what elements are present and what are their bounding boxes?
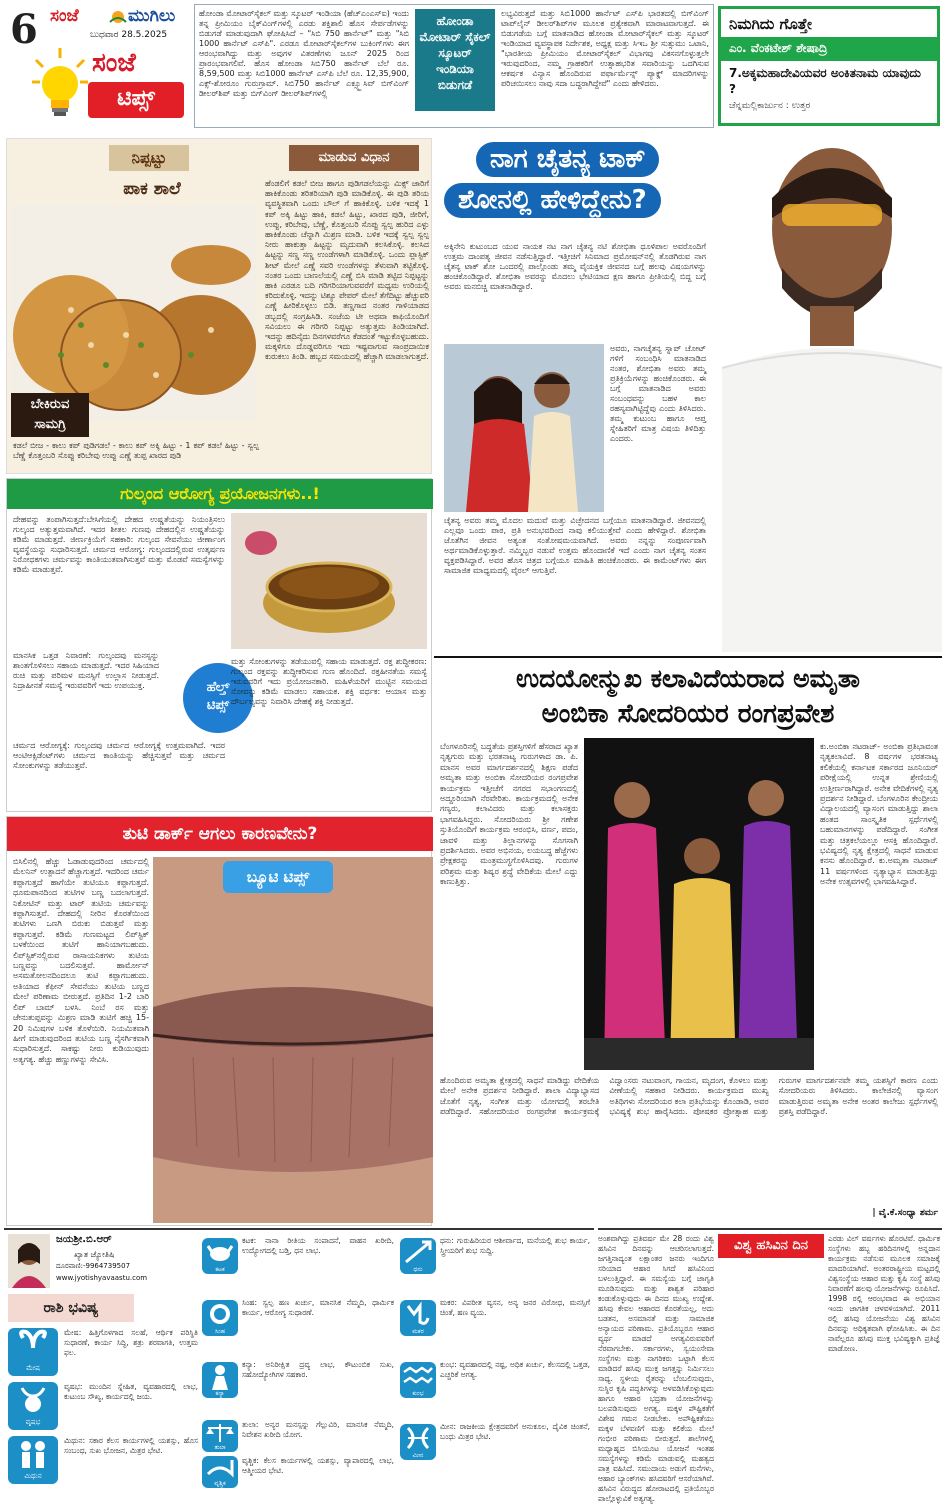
capricorn-icon <box>400 1300 436 1336</box>
dance-headline-line2: ಅಂಬಿಕಾ ಸೋದರಿಯರ ರಂಗಪ್ರವೇಶ <box>541 699 835 729</box>
pisces-icon <box>400 1424 436 1460</box>
pisces-label: ಮೀನ <box>412 1452 424 1459</box>
sign-aquarius <box>400 1358 592 1418</box>
lips-title: ತುಟಿ ಡಾರ್ಕ್ ಆಗಲು ಕಾರಣವೇನು? <box>7 817 433 851</box>
hunger-body-mid <box>718 1262 824 1488</box>
aquarius-icon <box>400 1362 436 1398</box>
sagittarius-text: ಧನು: ಗುರುಹಿರಿಯರ ಆಶೀರ್ವಾದ, ಮನೆಯಲ್ಲಿ ಶುಭ ಕಾರ್ಯ, ಸ್ತ್ರೀಯರಿಗೆ ಶುಭ ಸುದ್ದಿ. <box>440 1236 590 1255</box>
dance-section <box>434 656 942 1226</box>
gulkand-title: ಗುಲ್ಕಂದ ಆರೋಗ್ಯ ಪ್ರಯೋಜನಗಳು..! <box>7 479 433 509</box>
astrologer-name: ಜಯಶ್ರೀ.ಬಿ.ಆರ್ <box>56 1234 112 1245</box>
gulkand-section <box>6 478 432 812</box>
astrologer-title: ಖ್ಯಾತ ಜ್ಯೋತಿಷಿ <box>74 1250 115 1259</box>
naga-section <box>434 138 942 652</box>
recipe-tab-method: ಮಾಡುವ ವಿಧಾನ <box>289 145 419 171</box>
sagittarius-label: ಧನು <box>413 1266 423 1273</box>
recipe-tab-ingredients: ನಿಪ್ಪಟ್ಟು <box>109 145 189 171</box>
scorpio-text: ವೃಶ್ಚಿಕ: ಕೆಲಸ ಕಾರ್ಯಗಳಲ್ಲಿ ಯಶಸ್ಸು, ವ್ಯಾಪಾರದಲ್ಲಿ ಲಾಭ, ಆತ್ಮೀಯರ ಭೇಟಿ. <box>242 1456 394 1475</box>
dancers-photo <box>584 738 814 1070</box>
virgo-icon <box>202 1362 238 1398</box>
capricorn-text: ಮಕರ: ವಿಪರೀತ ವ್ಯಸನ, ಅನ್ಯ ಜನರ ವಿರೋಧ, ಮನಸ್ಸಿಗೆ ಚಿಂತೆ, ಹಣ ವ್ಯಯ. <box>440 1298 590 1317</box>
naga-body-side: ಅವರು, ನಾಗಚೈತನ್ಯ ಸ್ನಾಪ್ ಚೋಟ್ ಗಳಿಗೆ ಸಂಬಂಧಿಸಿ ಮಾತನಾಡಿದ ನಂತರ, ಶೋಭಿತಾ ಅವರು ತಮ್ಮ ಪ್ರತಿಕ್ರಿಯೆಗಳನ್ನು ಹಂಚಿಕೊಂಡರು. ಈ ಬಗ್ಗೆ ಮಾತನಾಡಿದ ಅವರು ಸಂಬಂಧವನ್ನು ಬಹಳ ಕಾಲ ರಹಸ್ಯವಾಗಿಟ್ಟಿದ್ದೆವು ಎಂದು ತಿಳಿಸಿದರು. ತಮ್ಮ ಕುಟುಂಬ ಹಾಗೂ ಆಪ್ತ ಸ್ನೇಹಿತರಿಗೆ ಮಾತ್ರ ವಿಷಯ ತಿಳಿದಿತ್ತು ಎಂದರು. <box>610 344 706 443</box>
dance-col1: ಬೆಂಗಳೂರಿನಲ್ಲಿ ಬದ್ಧತೆಯ ಪ್ರಶಸ್ತಿಗಳಿಗೆ ಹೆಸರಾದ ಖ್ಯಾತ ನೃತ್ಯಗುರು ಮತ್ತು ಭರತನಾಟ್ಯ ಗುರುಗಳಾದ ಡಾ. ಪಿ. ಮಾನಸ ಅವರ ಮಾರ್ಗದರ್ಶನದಲ್ಲಿ ಶಿಕ್ಷಣ ಪಡೆದ ಅಮೃತಾ ಮತ್ತು ಅಂಬಿಕಾ ಸೋದರಿಯರ ರಂಗಪ್ರವೇಶ ಕಾರ್ಯಕ್ರಮ ಇತ್ತೀಚೆಗೆ ನಗರದ ಸಭಾಂಗಣದಲ್ಲಿ ಅದ್ದೂರಿಯಾಗಿ ನೆರವೇರಿತು. ಕಾರ್ಯಕ್ರಮದಲ್ಲಿ ಅನೇಕ ಗಣ್ಯರು, ಕಲಾವಿದರು ಮತ್ತು ಕಲಾಸಕ್ತರು ಭಾಗವಹಿಸಿದ್ದರು. ಸೋದರಿಯರು ಶ್ರೀ ಗಣೇಶ ಸ್ತುತಿಯೊಂದಿಗೆ ಕಾರ್ಯಕ್ರಮ ಆರಂಭಿಸಿ, ವರ್ಣ, ಪದಂ, ಜಾವಳಿ ಮತ್ತು ತಿಲ್ಲಾನಗಳನ್ನು ಸೊಗಸಾಗಿ ಪ್ರದರ್ಶಿಸಿದರು. ಅವರ ಅಭಿನಯ, ಲಯಬದ್ಧ ಹೆಜ್ಜೆಗಳು ಪ್ರೇಕ್ಷಕರನ್ನು ಮಂತ್ರಮುಗ್ಧಗೊಳಿಸಿದವು. ಗುರುಗಳ ಪರಿಶ್ರಮ ಮತ್ತು ಶಿಷ್ಯರ ಶ್ರದ್ಧೆ ವೇದಿಕೆಯ ಮೇಲೆ ಎದ್ದು ಕಾಣುತ್ತಿತ್ತು. <box>440 742 578 887</box>
ingredients-label-line2: ಸಾಮಗ್ರಿ <box>34 417 66 432</box>
sign-virgo <box>202 1358 396 1418</box>
recipe-photo <box>11 205 257 421</box>
method-text: ಹೆಂಡಲಿಗೆ ಕಡಲೆ ಬೀಜ ಹಾಗೂ ಪುಡಿಗಡಲೆಯನ್ನು ಮಿಕ್ಸ್ ಜಾರಿಗೆ ಹಾಕಿಕೊಂಡು ತರಿತರಿಯಾಗಿ ಪುಡಿ ಮಾಡಿಕೊಳ್ಳಿ. ಈ ಪುಡಿ ತರಿಯ ವ್ಯವಸ್ಥಿತವಾಗಿ ಒಂದು ಬೌಲ್ ಗೆ ಹಾಕಿಕೊಳ್ಳಿ. ಬಳಿಕ ಇದಕ್ಕೆ 1 ಕಪ್ ಅಕ್ಕಿ ಹಿಟ್ಟು ಹಾಕಿ, ಕಡಲೆ ಹಿಟ್ಟು, ಖಾರದ ಪುಡಿ, ಜೀರಿಗೆ, ಉಪ್ಪು, ಕರಿಬೇವು, ಬೆಣ್ಣೆ, ಕೊತ್ತಂಬರಿ ಸೊಪ್ಪು ಸ್ವಲ್ಪ ಹುರಿದ ಎಳ್ಳು ಹಾಕಿಕೊಂಡು ಚೆನ್ನಾಗಿ ಮಿಶ್ರಣ ಮಾಡಿ. ಬಳಿಕ ಇದಕ್ಕೆ ಸ್ವಲ್ಪ ಸ್ವಲ್ಪ ನೀರು ಹಾಕುತ್ತಾ ಹಿಟ್ಟನ್ನು ಮೃದುವಾಗಿ ಕಲಸಿಕೊಳ್ಳಿ. ಕಲಸಿದ ಹಿಟ್ಟನ್ನು ಸಣ್ಣ ಸಣ್ಣ ಉಂಡೆಗಳಾಗಿ ಮಾಡಿಕೊಳ್ಳಿ. ಒಂದು ಪ್ಲಾಸ್ಟಿಕ್ ಶೀಟ್ ಮೇಲೆ ಎಣ್ಣೆ ಸವರಿ ಉಂಡೆಗಳನ್ನು ತೆಳುವಾಗಿ ತಟ್ಟಿಕೊಳ್ಳಿ. ನಂತರ ಒಂದು ಬಾಣಲೆಯಲ್ಲಿ ಎಣ್ಣೆ ಬಿಸಿ ಮಾಡಿ ತಟ್ಟಿದ ನಿಪ್ಪಟ್ಟನ್ನು ಹಾಕಿ ಎರಡೂ ಬದಿ ಗರಿಗರಿಯಾಗುವವರೆಗೆ ಮಧ್ಯಮ ಉರಿಯಲ್ಲಿ ಕರಿದುಕೊಳ್ಳಿ. ಇದನ್ನು ಟಿಶ್ಯೂ ಪೇಪರ್ ಮೇಲೆ ತೆಗೆದಿಟ್ಟು ಹೆಚ್ಚುವರಿ ಎಣ್ಣೆ ಹೀರಿಕೊಳ್ಳಲು ಬಿಡಿ. ತಣ್ಣಗಾದ ನಂತರ ಗಾಳಿಯಾಡದ ಡಬ್ಬದಲ್ಲಿ ಸಂಗ್ರಹಿಸಿಡಿ. ಸಂಜೆಯ ಟೀ ಅಥವಾ ಕಾಫಿಯೊಂದಿಗೆ ಸವಿಯಲು ಈ ಗರಿಗರಿ ನಿಪ್ಪಟ್ಟು ಅತ್ಯುತ್ತಮ ತಿಂಡಿಯಾಗಿದೆ. ಇದನ್ನು ಹದಿನೈದು ದಿನಗಳವರೆಗೂ ಕೆಡದಂತೆ ಇಟ್ಟುಕೊಳ್ಳಬಹುದು. ಮಕ್ಕಳಿಗೂ ದೊಡ್ಡವರಿಗೂ ಇದು ಇಷ್ಟವಾಗುವ ಸಾಂಪ್ರದಾಯಿಕ ಕುರುಕಲು ತಿಂಡಿ. ಹಬ್ಬದ ಸಮಯದಲ್ಲಿ ಹೆಚ್ಚಾಗಿ ಮಾಡಲಾಗುತ್ತದೆ. <box>265 179 429 362</box>
leo-text: ಸಿಂಹ: ಸ್ವಲ್ಪ ಹಣ ಖರ್ಚು, ಮಾನಸಿಕ ನೆಮ್ಮದಿ, ಧಾರ್ಮಿಕ ಕಾರ್ಯ, ಆರೋಗ್ಯ ಸುಧಾರಣೆ. <box>242 1298 394 1317</box>
libra-label: ತುಲಾ <box>214 1444 226 1451</box>
naga-body-top: ಅಕ್ಕಿನೇನಿ ಕುಟುಂಬದ ಯುವ ನಾಯಕ ನಟ ನಾಗ ಚೈತನ್ಯ ನಟಿ ಶೋಭಿತಾ ಧೂಳಿಪಾಲ ಅವರೊಂದಿಗೆ ಉತ್ತಮ ದಾಂಪತ್ಯ ಜೀವನ ನಡೆಸುತ್ತಿದ್ದಾರೆ. ಇತ್ತೀಚಿಗೆ ಸಿನಿಮಾದ ಪ್ರಮೋಷನ್‌ನಲ್ಲಿ ತೊಡಗಿರುವ ನಾಗ ಚೈತನ್ಯ ಟಾಕ್ ಶೋ ಒಂದರಲ್ಲಿ ಪಾಲ್ಗೊಂಡು ತಮ್ಮ ವೈಯಕ್ತಿಕ ಜೀವನದ ಬಗ್ಗೆ ಹಲವು ವಿಷಯಗಳನ್ನು ಹಂಚಿಕೊಂಡಿದ್ದಾರೆ. ಶೋಭಿತಾ ಅವರನ್ನು ಮೊದಲು ಭೇಟಿಯಾದ ಕ್ಷಣ ಹಾಗೂ ಪ್ರೀತಿಯಲ್ಲಿ ಬಿದ್ದ ಬಗ್ಗೆ ಅವರು ಮನಬಿಚ್ಚಿ ಮಾತನಾಡಿದ್ದಾರೆ. <box>444 242 706 291</box>
lips-section <box>6 816 432 1226</box>
section-title-sanje: ಸಂಜೆ <box>92 48 136 78</box>
lips-photo <box>153 857 433 1223</box>
quiz-header: ನಿಮಗಿದು ಗೊತ್ತೇ <box>721 9 937 37</box>
sign-libra <box>202 1420 396 1454</box>
couple-photo <box>444 344 604 512</box>
section-title-tips: ಟಿಪ್ಸ್ <box>88 82 184 118</box>
dance-headline-line1: ಉದಯೋನ್ಮುಖ ಕಲಾವಿದೆಯರಾದ ಅಮೃತಾ <box>516 664 860 693</box>
leo-label: ಸಿಂಹ <box>214 1328 225 1335</box>
horoscope-section <box>4 1228 594 1488</box>
honda-article <box>194 4 714 128</box>
capricorn-label: ಮಕರ <box>412 1328 424 1335</box>
cancer-icon <box>202 1238 238 1274</box>
sign-sagittarius <box>400 1234 592 1294</box>
recipe-section <box>6 138 432 474</box>
recipe-kitchen-label: ಪಾಕ ಶಾಲೆ <box>123 179 181 199</box>
brand-right: ಮುಗಿಲು <box>128 6 176 26</box>
dance-col3: ಹೊಂದಿರುವ ಅಮೃತಾ ಕ್ಷೇತ್ರದಲ್ಲಿ ಸಾಧನೆ ಮಾಡಿದ್ದು ವೇದಿಕೆಯ ಮೇಲೆ ಅನೇಕ ಪ್ರದರ್ಶನ ನೀಡಿದ್ದಾರೆ. ಶಾಲಾ ವಿದ್ಯಾಭ್ಯಾಸದ ಜೊತೆಗೆ ನೃತ್ಯ, ಸಂಗೀತ ಮತ್ತು ಯೋಗದಲ್ಲಿ ತರಬೇತಿ ಪಡೆದಿದ್ದಾರೆ. ಸಹೋದರಿಯರ ರಂಗಪ್ರವೇಶ ಕಾರ್ಯಕ್ರಮಕ್ಕೆ ವಿದ್ವಾಂಸರು ನಟುವಾಂಗ, ಗಾಯನ, ಮೃದಂಗ, ಕೊಳಲು ಮತ್ತು ವೀಣೆಯಲ್ಲಿ ಸಹಕಾರ ನೀಡಿದರು. ಕಾರ್ಯಕ್ರಮದ ಮುಖ್ಯ ಅತಿಥಿಗಳು ಸೋದರಿಯರ ಕಲಾ ಪ್ರತಿಭೆಯನ್ನು ಕೊಂಡಾಡಿ, ಅವರ ಭವಿಷ್ಯಕ್ಕೆ ಶುಭ ಹಾರೈಸಿದರು. ಪೋಷಕರ ಪ್ರೋತ್ಸಾಹ ಮತ್ತು ಗುರುಗಳ ಮಾರ್ಗದರ್ಶನವೇ ತಮ್ಮ ಯಶಸ್ಸಿಗೆ ಕಾರಣ ಎಂದು ಸೋದರಿಯರು ತಿಳಿಸಿದರು. ಕಾಲೇಜಿನಲ್ಲಿ ವ್ಯಾಸಂಗ ಮಾಡುತ್ತಿರುವ ಅಮೃತಾ ಅನೇಕ ಅಂತರ ಕಾಲೇಜು ಸ್ಪರ್ಧೆಗಳಲ್ಲಿ ಪ್ರಶಸ್ತಿ ಪಡೆದಿದ್ದಾರೆ. <box>440 1076 938 1117</box>
sagittarius-icon <box>400 1238 436 1274</box>
gemini-label: ಮಿಥುನ <box>24 1472 42 1480</box>
dance-col2: ಕು.ಅಂಬಿಕಾ ನಟರಾಜ್- ಅಂಬಿಕಾ ಪ್ರತಿಭಾವಂತ ನೃತ್ಯಕಲಾವಿದೆ. 8 ವರ್ಷಗಳ ಭರತನಾಟ್ಯ ಕಲಿಕೆಯಲ್ಲಿ ಕರ್ನಾಟಕ ಸರ್ಕಾರದ ಜೂನಿಯರ್ ಪರೀಕ್ಷೆಯಲ್ಲಿ ಉನ್ನತ ಶ್ರೇಣಿಯಲ್ಲಿ ಉತ್ತೀರ್ಣರಾಗಿದ್ದಾರೆ. ಅನೇಕ ವೇದಿಕೆಗಳಲ್ಲಿ ನೃತ್ಯ ಪ್ರದರ್ಶನ ನೀಡಿದ್ದಾರೆ. ಬೆಂಗಳೂರಿನ ಕೇಂದ್ರೀಯ ವಿದ್ಯಾಲಯದಲ್ಲಿ ವ್ಯಾಸಂಗ ಮಾಡುತ್ತಿದ್ದು ಶಾಲಾ ಹಂತದ ಸಾಂಸ್ಕೃತಿಕ ಸ್ಪರ್ಧೆಗಳಲ್ಲಿ ಬಹುಮಾನಗಳನ್ನು ಪಡೆದಿದ್ದಾರೆ. ಸಂಗೀತ ಮತ್ತು ಚಿತ್ರಕಲೆಯಲ್ಲೂ ಆಸಕ್ತಿ ಹೊಂದಿದ್ದಾರೆ. ಭವಿಷ್ಯದಲ್ಲಿ ನೃತ್ಯ ಕ್ಷೇತ್ರದಲ್ಲಿ ಸಾಧನೆ ಮಾಡುವ ಕನಸು ಹೊಂದಿದ್ದಾರೆ. ಕು.ಅಮೃತಾ ನಟರಾಜ್ 11 ವರ್ಷಗಳಿಂದ ನೃತ್ಯಾಭ್ಯಾಸ ಮಾಡುತ್ತಿದ್ದು ಅನೇಕ ಉತ್ಸವಗಳಲ್ಲಿ ಭಾಗವಹಿಸಿದ್ದಾರೆ. <box>820 742 938 887</box>
gulkand-photo <box>231 513 427 649</box>
ingredients-text: ಕಡಲೆ ಬೀಜ - ಕಾಲು ಕಪ್ ಪುಡಿಗಡಲೆ - ಕಾಲು ಕಪ್ ಅಕ್ಕಿ ಹಿಟ್ಟು - 1 ಕಪ್ ಕಡಲೆ ಹಿಟ್ಟು - ಸ್ವಲ್ಪ ಬೆಣ್ಣೆ ಕೊತ್ತಂಬರಿ ಸೊಪ್ಪು ಕರಿಬೇವು ಉಪ್ಪು ಎಣ್ಣೆ ತುಪ್ಪ ಖಾರದ ಪುಡಿ <box>13 441 259 460</box>
ingredients-label-line1: ಬೇಕಿರುವ <box>30 397 70 412</box>
ingredients-label <box>11 393 89 437</box>
sign-aries <box>8 1326 198 1378</box>
astrologer-photo <box>8 1234 50 1288</box>
health-tips-badge-line1: ಹೆಲ್ತ್ <box>206 680 230 695</box>
astrologer-phone: ದೂರವಾಣಿ:-9964739507 <box>56 1262 131 1270</box>
scorpio-label: ವೃಶ್ಚಿಕ <box>214 1480 226 1487</box>
dance-headline <box>438 662 938 736</box>
sun-logo-icon <box>108 6 128 24</box>
lips-body: ಬಿಸಿಲಿನಲ್ಲಿ ಹೆಚ್ಚು ಓಡಾಡುವುದರಿಂದ ಚರ್ಮದಲ್ಲಿ ಮೆಲನಿನ್ ಉತ್ಪಾದನೆ ಹೆಚ್ಚಾಗುತ್ತದೆ. ಇದರಿಂದ ಚರ್ಮ ಕಪ್ಪಾಗುತ್ತದೆ ಹಾಗೆಯೇ ತುಟಿಯೂ ಕಪ್ಪಾಗುತ್ತದೆ. ಧೂಮಪಾನದಿಂದ ತುಟಿಗಳ ಬಣ್ಣ ಬದಲಾಗುತ್ತದೆ. ನಿಕೋಟಿನ್ ಮತ್ತು ಟಾರ್ ತುಟಿಯ ಚರ್ಮವನ್ನು ಕಪ್ಪಾಗಿಸುತ್ತವೆ. ದೇಹದಲ್ಲಿ ನೀರಿನ ಕೊರತೆಯಿಂದ ತುಟಿಗಳು ಒಣಗಿ ಬಿರುಕು ಬಿಡುತ್ತವೆ ಮತ್ತು ಕಪ್ಪಾಗುತ್ತವೆ. ಕಡಿಮೆ ಗುಣಮಟ್ಟದ ಲಿಪ್‌ಸ್ಟಿಕ್ ಬಳಕೆಯಿಂದ ತುಟಿಗೆ ಹಾನಿಯಾಗಬಹುದು. ಲಿಪ್‌ಸ್ಟಿಕ್‌ನಲ್ಲಿರುವ ರಾಸಾಯನಿಕಗಳು ತುಟಿಯ ಬಣ್ಣವನ್ನು ಬದಲಿಸುತ್ತವೆ. ಹಾರ್ಮೋನ್ ಅಸಮತೋಲನದಿಂದಲೂ ತುಟಿ ಕಪ್ಪಾಗಬಹುದು. ಅತಿಯಾದ ಕೆಫೀನ್ ಸೇವನೆಯು ತುಟಿಯ ಬಣ್ಣದ ಮೇಲೆ ಪರಿಣಾಮ ಬೀರುತ್ತದೆ. ಪ್ರತಿದಿನ 1-2 ಬಾರಿ ಲಿಪ್ ಬಾಮ್ ಬಳಸಿ. ನಿಂಬೆ ರಸ ಮತ್ತು ಜೇನುತುಪ್ಪವನ್ನು ಮಿಶ್ರಣ ಮಾಡಿ ತುಟಿಗೆ ಹಚ್ಚಿ 15-20 ನಿಮಿಷಗಳ ಬಳಿಕ ತೊಳೆಯಿರಿ. ನಿಯಮಿತವಾಗಿ ಹೀಗೆ ಮಾಡುವುದರಿಂದ ತುಟಿಯ ಬಣ್ಣ ನೈಸರ್ಗಿಕವಾಗಿ ಸುಧಾರಿಸುತ್ತದೆ. ಸಾಕಷ್ಟು ನೀರು ಕುಡಿಯುವುದು ಅತ್ಯಗತ್ಯ. ಹೆಚ್ಚು ಹಣ್ಣುಗಳನ್ನು ಸೇವಿಸಿ. <box>13 857 149 1064</box>
bulb-icon <box>30 46 90 124</box>
health-tips-badge-line2: ಟಿಪ್ಸ್ <box>206 698 230 713</box>
astrologer-website: www.jyotishyavaastu.com <box>56 1274 148 1282</box>
gulkand-col1: ದೇಹವನ್ನು ತಂಪಾಗಿಸುತ್ತದೆ:ಬೇಸಿಗೆಯಲ್ಲಿ ದೇಹದ ಉಷ್ಣತೆಯನ್ನು ನಿಯಂತ್ರಿಸಲು ಗುಲ್ಕಂದ ಅತ್ಯುತ್ತಮವಾಗಿದೆ. ಇದರ ಶೀತಲ ಗುಣವು ದೇಹದಲ್ಲಿನ ಉಷ್ಣತೆಯನ್ನು ಕಡಿಮೆ ಮಾಡುತ್ತದೆ. ಜೀರ್ಣಕ್ರಿಯೆಗೆ ಸಹಕಾರಿ: ಗುಲ್ಕಂದ ಸೇವನೆಯು ಜೀರ್ಣಾಂಗ ವ್ಯವಸ್ಥೆಯನ್ನು ಸುಧಾರಿಸುತ್ತದೆ. ಚರ್ಮದ ಆರೋಗ್ಯ: ಗುಲ್ಕಂದದಲ್ಲಿರುವ ಉತ್ಕರ್ಷಣ ನಿರೋಧಕಗಳು ಚರ್ಮವನ್ನು ಕಾಂತಿಯುತವಾಗಿಸುತ್ತವೆ ಮತ್ತು ಮೊಡವೆ ಸಮಸ್ಯೆಗಳನ್ನು ಕಡಿಮೆ ಮಾಡುತ್ತವೆ. <box>13 515 225 574</box>
date-line: ಬುಧವಾರ 28.5.2025 <box>90 30 168 40</box>
honda-body-2: ಲಭ್ಯವಿರುತ್ತದೆ ಮತ್ತು ಸಿಬಿ1000 ಹಾರ್ನೆಟ್ ಎಸ್‌ಪಿ ಭಾರತದಲ್ಲಿ ಬಿಗ್‌ವಿಂಗ್ ಟಾಪ್‌ಲೈನ್ ಡೀಲರ್‌ಶಿಪ್‌ಗಳ ಮೂಲಕ ಪ್ರತ್ಯೇಕವಾಗಿ ಮಾರಾಟವಾಗುತ್ತದೆ. ಈ ಬಿಡುಗಡೆಯ ಬಗ್ಗೆ ಮಾತನಾಡಿದ ಹೋಂಡಾ ಮೋಟಾರ್‌ಸೈಕಲ್ ಮತ್ತು ಸ್ಕೂಟರ್ ಇಂಡಿಯಾದ ವ್ಯವಸ್ಥಾಪಕ ನಿರ್ದೇಶಕ, ಅಧ್ಯಕ್ಷ ಮತ್ತು ಸಿಇಒ ಶ್ರೀ ಸುತ್ಸುಮು ಒಟಾನಿ, "ಭಾರತೀಯ ಪ್ರೀಮಿಯಂ ಮೋಟಾರ್‌ಸೈಕಲ್ ವಿಭಾಗವು ವಿಕಸನಗೊಳ್ಳುತ್ತಲೇ ಇರುವುದರಿಂದ, ನಮ್ಮ ಗ್ರಾಹಕರಿಗೆ ಉತ್ಸಾಹಭರಿತ ಸವಾರಿಯನ್ನು ಒದಗಿಸುವ ಆಕರ್ಷಕ ವಿನ್ಯಾಸ ಹೊಂದಿರುವ ಪರ್ಫಾರ್ಮೆನ್ಸ್ ಪ್ಯಾಕ್ಡ್ ಮಾದರಿಗಳನ್ನು ಪರಿಚಯಿಸಲು ನಾವು ಸದಾ ಬದ್ಧರಾಗಿದ್ದೇವೆ" ಎಂದು ಹೇಳಿದರು. <box>501 9 709 88</box>
scorpio-icon <box>202 1456 238 1488</box>
taurus-icon <box>8 1382 58 1430</box>
sign-capricorn <box>400 1296 592 1356</box>
leo-icon <box>202 1300 238 1336</box>
gulkand-col1b: ಮಾನಸಿಕ ಒತ್ತಡ ನಿವಾರಣೆ: ಗುಲ್ಕಂದವು ಮನಸ್ಸನ್ನು ಶಾಂತಗೊಳಿಸಲು ಸಹಾಯ ಮಾಡುತ್ತದೆ. ಇದರ ಸಿಹಿಯಾದ ರುಚಿ ಮತ್ತು ಪರಿಮಳ ಮನಸ್ಸಿಗೆ ಉಲ್ಲಾಸ ನೀಡುತ್ತದೆ. ನಿದ್ರಾಹೀನತೆ ಸಮಸ್ಯೆ ಇರುವವರಿಗೆ ಇದು ಉಪಯುಕ್ತ. <box>13 651 159 690</box>
sign-taurus <box>8 1380 198 1432</box>
honda-title: ಹೋಂಡಾ ಮೋಟಾರ್ ಸೈಕಲ್ ಸ್ಕೂಟರ್ ಇಂಡಿಯಾ ಬಿಡುಗಡೆ <box>415 9 495 111</box>
virgo-label: ಕನ್ಯಾ <box>215 1390 225 1397</box>
sign-leo <box>202 1296 396 1356</box>
naga-headline-line1: ನಾಗ ಚೈತನ್ಯ ಟಾಕ್ <box>476 142 659 177</box>
cancer-label: ಕಟಕ <box>215 1266 225 1273</box>
cancer-text: ಕಟಕ: ನಾನಾ ರೀತಿಯ ಸಂಪಾದನೆ, ವಾಹನ ಖರೀದಿ, ಉದ್ಯೋಗದಲ್ಲಿ ಬಡ್ತಿ, ಧನ ಲಾಭ. <box>242 1236 394 1255</box>
masthead <box>0 0 192 130</box>
page-number: 6 <box>10 6 38 53</box>
naga-headline-line2: ಶೋನಲ್ಲಿ ಹೇಳಿದ್ದೇನು? <box>444 183 661 218</box>
libra-icon <box>202 1420 238 1452</box>
gulkand-col1c: ಚರ್ಮದ ಆರೋಗ್ಯಕ್ಕೆ: ಗುಲ್ಕಂದವು ಚರ್ಮದ ಆರೋಗ್ಯಕ್ಕೆ ಉತ್ತಮವಾಗಿದೆ. ಇದರ ಆಂಟಿಆಕ್ಸಿಡೆಂಟ್‌ಗಳು ಚರ್ಮದ ಕಾಂತಿಯನ್ನು ಹೆಚ್ಚಿಸುತ್ತವೆ ಮತ್ತು ಚರ್ಮದ ಸೋಂಕುಗಳನ್ನು ತಡೆಯುತ್ತವೆ. <box>13 741 225 770</box>
gulkand-col2: ಮತ್ತು ಸೋಂಕುಗಳನ್ನು ತಡೆಯುವಲ್ಲಿ ಸಹಾಯ ಮಾಡುತ್ತದೆ. ರಕ್ತ ಶುದ್ಧೀಕರಣ: ಗುಲ್ಕಂದ ರಕ್ತವನ್ನು ಶುದ್ಧೀಕರಿಸುವ ಗುಣ ಹೊಂದಿದೆ. ರಕ್ತಹೀನತೆಯ ಸಮಸ್ಯೆ ಇರುವವರಿಗೆ ಇದು ಪ್ರಯೋಜನಕಾರಿ. ಮಹಿಳೆಯರಿಗೆ ಮುಟ್ಟಿನ ಸಮಯದ ನೋವನ್ನು ಕಡಿಮೆ ಮಾಡಲು ಸಹಾಯಕ. ಶಕ್ತಿ ವರ್ಧಕ: ಆಯಾಸ ಮತ್ತು ದೌರ್ಬಲ್ಯವನ್ನು ನಿವಾರಿಸಿ ದೇಹಕ್ಕೆ ಶಕ್ತಿ ನೀಡುತ್ತದೆ. <box>231 657 427 706</box>
gemini-icon <box>8 1436 58 1484</box>
hunger-body: ಅಂಶವಾಗಿದ್ದು ಪ್ರತಿವರ್ಷ ಮೇ 28 ರಂದು ವಿಶ್ವ ಹಸಿವಿನ ದಿನವನ್ನು ಆಚರಿಸಲಾಗುತ್ತದೆ. ಜಗತ್ತಿನಾದ್ಯಂತ ಲಕ್ಷಾಂತರ ಜನರು ಇಂದಿಗೂ ಸರಿಯಾದ ಆಹಾರ ಸಿಗದೆ ಹಸಿವಿನಿಂದ ಬಳಲುತ್ತಿದ್ದಾರೆ. ಈ ಸಮಸ್ಯೆಯ ಬಗ್ಗೆ ಜಾಗೃತಿ ಮೂಡಿಸುವುದು ಮತ್ತು ಶಾಶ್ವತ ಪರಿಹಾರ ಕಂಡುಕೊಳ್ಳುವುದು ಈ ದಿನದ ಮುಖ್ಯ ಉದ್ದೇಶ. ಹಸಿವು ಕೇವಲ ಆಹಾರದ ಕೊರತೆಯಲ್ಲ, ಅದು ಬಡತನ, ಅಸಮಾನತೆ ಮತ್ತು ಸಾಮಾಜಿಕ ಅನ್ಯಾಯದ ಪರಿಣಾಮ. ಪ್ರತಿಯೊಬ್ಬರೂ ಆಹಾರ ವ್ಯರ್ಥ ಮಾಡದೆ ಅಗತ್ಯವಿರುವವರಿಗೆ ನೆರವಾಗಬೇಕು. ಸರ್ಕಾರಗಳು, ಸ್ವಯಂಸೇವಾ ಸಂಸ್ಥೆಗಳು ಮತ್ತು ನಾಗರಿಕರು ಒಟ್ಟಾಗಿ ಕೆಲಸ ಮಾಡಿದರೆ ಹಸಿವು ಮುಕ್ತ ಜಗತ್ತನ್ನು ನಿರ್ಮಿಸಲು ಸಾಧ್ಯ. ಸ್ಥಳೀಯ ರೈತರನ್ನು ಬೆಂಬಲಿಸುವುದು, ಸುಸ್ಥಿರ ಕೃಷಿ ಪದ್ಧತಿಗಳನ್ನು ಅಳವಡಿಸಿಕೊಳ್ಳುವುದು ಹಾಗೂ ಆಹಾರ ಭದ್ರತಾ ಯೋಜನೆಗಳನ್ನು ಬಲಪಡಿಸುವುದು ಅಗತ್ಯ. ಮಕ್ಕಳ ಪೌಷ್ಟಿಕತೆಗೆ ವಿಶೇಷ ಗಮನ ನೀಡಬೇಕು. ಅಪೌಷ್ಟಿಕತೆಯು ಮಕ್ಕಳ ಬೆಳವಣಿಗೆ ಮತ್ತು ಕಲಿಕೆಯ ಮೇಲೆ ಗಂಭೀರ ಪರಿಣಾಮ ಬೀರುತ್ತದೆ. ಶಾಲೆಗಳಲ್ಲಿ ಮಧ್ಯಾಹ್ನದ ಬಿಸಿಯೂಟ ಯೋಜನೆ ಇಂತಹ ಸಮಸ್ಯೆಗಳನ್ನು ಕಡಿಮೆ ಮಾಡುವಲ್ಲಿ ಮಹತ್ವದ ಪಾತ್ರ ವಹಿಸಿದೆ. ಸಮುದಾಯ ಅಡುಗೆ ಮನೆಗಳು, ಆಹಾರ ಬ್ಯಾಂಕ್‌ಗಳು ಹಸಿದವರಿಗೆ ಆಸರೆಯಾಗಿವೆ. ಹಸಿವಿನ ವಿರುದ್ಧದ ಹೋರಾಟದಲ್ಲಿ ಪ್ರತಿಯೊಬ್ಬರ ಪಾಲ್ಗೊಳ್ಳುವಿಕೆ ಅತ್ಯಗತ್ಯ. <box>598 1234 714 1503</box>
aquarius-label: ಕುಂಭ <box>412 1390 424 1397</box>
taurus-text: ವೃಷಭ: ಮುಂದಿನ ಸ್ನೇಹಿತ, ವ್ಯವಹಾರದಲ್ಲಿ ಲಾಭ, ಕುಟುಂಬ ಸೌಖ್ಯ, ಕಾರ್ಯದಲ್ಲಿ ಜಯ. <box>64 1382 198 1401</box>
pisces-text: ಮೀನ: ರಾಜಕೀಯ ಕ್ಷೇತ್ರದವರಿಗೆ ಅನುಕೂಲ, ದೈವಿಕ ಚಿಂತನೆ, ಬಂಧು ಮಿತ್ರರ ಭೇಟಿ. <box>440 1422 590 1441</box>
beauty-tips-tag: ಬ್ಯೂಟಿ ಟಿಪ್ಸ್ <box>223 861 333 893</box>
horoscope-title: ರಾಶಿ ಭವಿಷ್ಯ <box>8 1294 134 1322</box>
aries-text: ಮೇಷ: ಹಿತ್ತಿಗೊಳಗಾದ ಸಲಹೆ, ಆರ್ಥಿಕ ಪರಿಸ್ಥಿತಿ ಸುಧಾರಣೆ, ಕಾರ್ಯ ಸಿದ್ಧಿ, ಶತ್ರು ಶರವಾಗತಿ, ಉತ್ತಮ ಫಲ. <box>64 1328 198 1357</box>
hunger-body-2: ಎರಡು ವಿಲ್ ವರ್ಷಗಳು ಹೊರಟಿವೆ. ಧಾರ್ಮಿಕ ಸಂಸ್ಥೆಗಳು ಹಬ್ಬ ಹರಿದಿನಗಳಲ್ಲಿ ಅನ್ನದಾನ ಕಾರ್ಯಕ್ರಮ ನಡೆಸುವ ಮೂಲಕ ಸಮಾಜಕ್ಕೆ ಮಾದರಿಯಾಗಿವೆ. ಅಂತರರಾಷ್ಟ್ರೀಯ ಮಟ್ಟದಲ್ಲಿ ವಿಶ್ವಸಂಸ್ಥೆಯ ಆಹಾರ ಮತ್ತು ಕೃಷಿ ಸಂಸ್ಥೆ ಹಸಿವು ನಿವಾರಣೆಗೆ ಹಲವು ಯೋಜನೆಗಳನ್ನು ರೂಪಿಸಿದೆ. 1998 ರಲ್ಲಿ ಆರಂಭವಾದ ಈ ಅಭಿಯಾನ ಇಂದು ಜಾಗತಿಕ ಚಳವಳಿಯಾಗಿದೆ. 2011 ರಲ್ಲಿ ಹಸಿವು ಯೋಜನೆಯು ವಿಶ್ವ ಹಸಿವಿನ ದಿನವನ್ನು ಅಧಿಕೃತವಾಗಿ ಘೋಷಿಸಿತು. ಈ ದಿನ ನಾವೆಲ್ಲರೂ ಹಸಿವು ಮುಕ್ತ ಭವಿಷ್ಯಕ್ಕಾಗಿ ಪ್ರತಿಜ್ಞೆ ಮಾಡೋಣ. <box>828 1234 940 1353</box>
sign-gemini <box>8 1434 198 1486</box>
sign-scorpio <box>202 1456 396 1490</box>
quiz-answer: ಚೆನ್ನಮಲ್ಲಿಕಾರ್ಜುನ : ಉತ್ತರ <box>729 101 811 111</box>
aquarius-text: ಕುಂಭ: ವ್ಯವಹಾರದಲ್ಲಿ ನಷ್ಟ, ಅಧಿಕ ಖರ್ಚು, ಕೆಲಸದಲ್ಲಿ ಒತ್ತಡ, ಎಚ್ಚರಿಕೆ ಅಗತ್ಯ. <box>440 1360 590 1379</box>
aries-label: ಮೇಷ <box>26 1364 40 1372</box>
virgo-text: ಕನ್ಯಾ: ಅನಿರೀಕ್ಷಿತ ದ್ರವ್ಯ ಲಾಭ, ಕೌಟುಂಬಿಕ ಸುಖ, ಸಹೋದ್ಯೋಗಿಗಳ ಸಹಕಾರ. <box>242 1360 394 1379</box>
naga-body-bottom: ಚೈತನ್ಯ ಅವರು ತಮ್ಮ ಮೊದಲ ಮದುವೆ ಮತ್ತು ವಿಚ್ಛೇದನದ ಬಗ್ಗೆಯೂ ಮಾತನಾಡಿದ್ದಾರೆ. ಜೀವನದಲ್ಲಿ ಎಲ್ಲವೂ ಒಂದು ಪಾಠ, ಪ್ರತಿ ಅನುಭವದಿಂದ ನಾವು ಕಲಿಯುತ್ತೇವೆ ಎಂದು ಹೇಳಿದ್ದಾರೆ. ಶೋಭಿತಾ ಜೊತೆಗಿನ ಜೀವನ ಅತ್ಯಂತ ಸಂತೋಷಮಯವಾಗಿದೆ. ಅವರು ನನ್ನನ್ನು ಸಂಪೂರ್ಣವಾಗಿ ಅರ್ಥಮಾಡಿಕೊಳ್ಳುತ್ತಾರೆ. ನಮ್ಮಿಬ್ಬರ ನಡುವೆ ಉತ್ತಮ ಹೊಂದಾಣಿಕೆ ಇದೆ ಎಂದು ನಾಗ ಚೈತನ್ಯ ಸಂತಸ ವ್ಯಕ್ತಪಡಿಸಿದ್ದಾರೆ. ಅವರ ಹೊಸ ಚಿತ್ರದ ಬಗ್ಗೆಯೂ ಮಾಹಿತಿ ಹಂಚಿಕೊಂಡರು. ಈ ಕಾಮೆಂಟ್‌ಗಳು ಈಗ ಸಾಮಾಜಿಕ ಮಾಧ್ಯಮದಲ್ಲಿ ವೈರಲ್ ಆಗುತ್ತಿವೆ. <box>444 516 706 575</box>
taurus-label: ವೃಷಭ <box>25 1418 41 1426</box>
quiz-author: ಎಂ. ವೆಂಕಟೇಶ್ ಶೇಷಾದ್ರಿ <box>721 37 937 61</box>
dance-byline: | ವೈ.ಕೆ.ಸಂಧ್ಯಾ ಶರ್ಮ <box>872 1208 938 1218</box>
quiz-box <box>718 6 940 126</box>
naga-portrait <box>682 138 942 652</box>
hunger-title: ವಿಶ್ವ ಹಸಿವಿನ ದಿನ <box>718 1234 824 1258</box>
libra-text: ತುಲಾ: ಅನ್ಯರ ಮನಸ್ಸನ್ನು ಗೆಲ್ಲುವಿರಿ, ಮಾನಸಿಕ ನೆಮ್ಮದಿ, ನಿವೇಶನ ಖರೀದಿ ಯೋಗ. <box>242 1420 394 1439</box>
honda-body: ಹೋಂಡಾ ಮೋಟಾರ್‌ಸೈಕಲ್ ಮತ್ತು ಸ್ಕೂಟರ್ ಇಂಡಿಯಾ (ಹೆಚ್‌ಎಂಎಸ್‌ಐ) ಇಂದು ತನ್ನ ಪ್ರೀಮಿಯಂ ಬೈಕ್‌ವಿಂಗ್‌ಗಳಲ್ಲಿ ಎರಡು ಶಕ್ತಿಶಾಲಿ ಹೊಸ ಸೇರ್ಪಡೆಗಳನ್ನು ಬಿಡುಗಡೆ ಮಾಡುವುದಾಗಿ ಘೋಷಿಸಿದೆ – "ಸಿಬಿ 750 ಹಾರ್ನೆಟ್" ಮತ್ತು "ಸಿಬಿ 1000 ಹಾರ್ನೆಟ್ ಎಸ್‌ಪಿ". ಎರಡೂ ಮೋಟಾರ್‌ಸೈಕಲ್‌ಗಳ ಬುಕಿಂಗ್‌ಗಳು ಈಗ ಆರಂಭವಾಗಿದ್ದು ಮತ್ತು ಅವುಗಳ ವಿತರಣೆಗಳು ಜೂನ್ 2025 ರಿಂದ ಪ್ರಾರಂಭವಾಗಲಿವೆ. ಹೊಸ ಹೋಂಡಾ ಸಿಬಿ750 ಹಾರ್ನೆಟ್ ಬೆಲೆ ರೂ. 8,59,500 ಮತ್ತು ಸಿಬಿ1000 ಹಾರ್ನೆಟ್ ಎಸ್‌ಪಿ ಬೆಲೆ ರೂ. 12,35,900, ಎಕ್ಸ್-ಶೋರೂಂ ಗುರುಗ್ರಾಮ್. ಸಿಬಿ750 ಹಾರ್ನೆಟ್ ಎಕ್ಸ್ಕ್ಲೂಸಿವ್‌ ಬಿಗ್‌ವಿಂಗ್ ಡೀಲರ್‌ಶಿಪ್ ಮತ್ತು ಬಿಗ್‌ವಿಂಗ್ ಡೀಲರ್‌ಶಿಪ್‌ಗಳಲ್ಲಿ <box>199 9 409 98</box>
hunger-section <box>598 1228 942 1503</box>
sign-cancer <box>202 1234 396 1294</box>
aries-icon <box>8 1328 58 1376</box>
gemini-text: ಮಿಥುನ: ಸಕಾರ ಕೆಲಸ ಕಾರ್ಯಗಳಲ್ಲಿ ಯಶಸ್ಸು, ಹೊಸ ಸಂಬಂಧ, ಸುಖ ಭೋಜನ, ಮಿತ್ರರ ಭೇಟಿ. <box>64 1436 198 1455</box>
quiz-question: 7.ಅಕ್ಕಮಹಾದೇವಿಯವರ ಅಂಕಿತನಾಮ ಯಾವುದು ? <box>729 66 921 96</box>
brand-left: ಸಂಜೆ <box>50 6 79 26</box>
sign-pisces <box>400 1420 592 1488</box>
